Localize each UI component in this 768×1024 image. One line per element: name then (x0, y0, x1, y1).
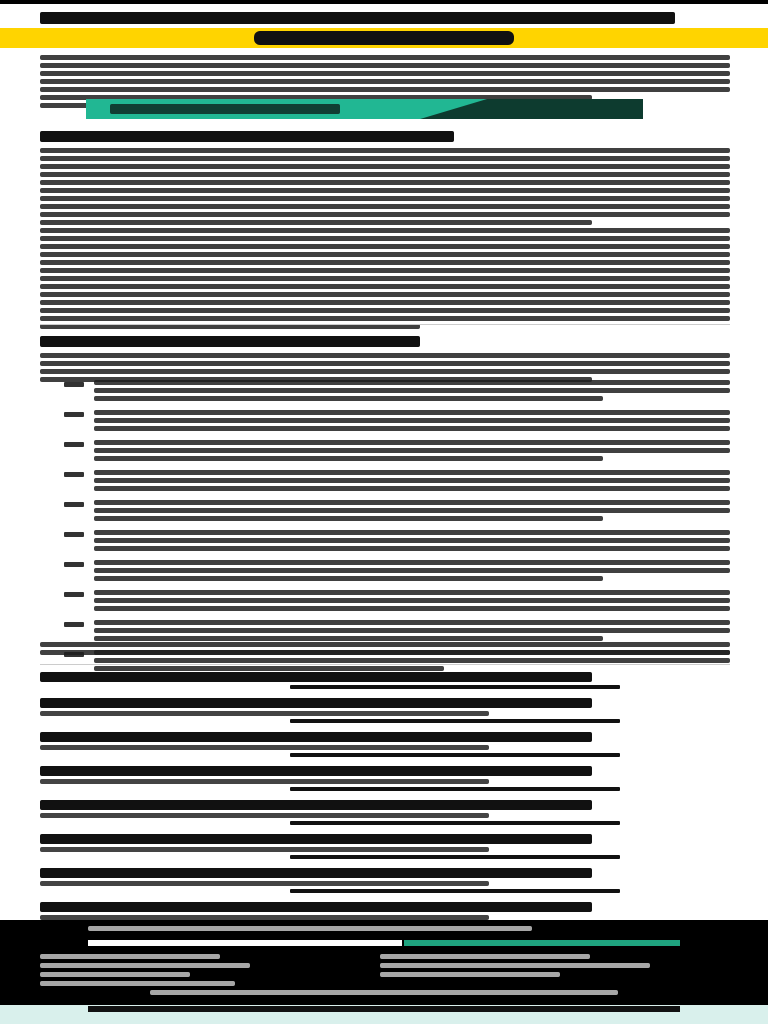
section-1 (40, 125, 730, 332)
section-2 (40, 330, 730, 385)
read-more-button[interactable] (290, 855, 620, 859)
list-item (64, 500, 730, 524)
footer-nav (150, 990, 618, 999)
related-article[interactable] (40, 732, 730, 757)
list-item (64, 620, 730, 644)
list-item (64, 410, 730, 434)
related-article[interactable] (40, 698, 730, 723)
signup-button[interactable] (404, 940, 680, 946)
banner-graphic (254, 31, 514, 45)
article-title (40, 12, 675, 24)
divider (40, 664, 730, 665)
related-article[interactable] (40, 672, 730, 689)
read-more-button[interactable] (290, 753, 620, 757)
top-navigation-bar (0, 0, 768, 4)
read-more-button[interactable] (290, 889, 620, 893)
read-more-button[interactable] (290, 685, 620, 689)
divider (40, 324, 730, 325)
section-2-heading (40, 336, 420, 347)
list-item (64, 440, 730, 464)
list-item (64, 590, 730, 614)
related-article[interactable] (40, 766, 730, 791)
footer-links-left (40, 954, 340, 990)
newsletter-heading (88, 926, 532, 931)
closing-paragraph (40, 642, 730, 658)
related-article[interactable] (40, 868, 730, 893)
related-article[interactable] (40, 800, 730, 825)
promo-banner[interactable] (86, 99, 643, 119)
list-item (64, 380, 730, 404)
promo-graphic (420, 99, 643, 119)
read-more-button[interactable] (290, 719, 620, 723)
read-more-button[interactable] (290, 821, 620, 825)
list-item (64, 530, 730, 554)
list-item (64, 560, 730, 584)
related-articles (40, 672, 730, 936)
numbered-list (64, 380, 730, 680)
section-1-heading (40, 131, 454, 142)
read-more-button[interactable] (290, 787, 620, 791)
list-item (64, 470, 730, 494)
bottom-notice-text (88, 1006, 680, 1012)
newsletter-signup (88, 940, 680, 946)
promo-text (110, 104, 340, 114)
email-input[interactable] (88, 940, 402, 946)
yellow-banner[interactable] (0, 28, 768, 48)
footer-links-right (380, 954, 680, 981)
related-article[interactable] (40, 834, 730, 859)
